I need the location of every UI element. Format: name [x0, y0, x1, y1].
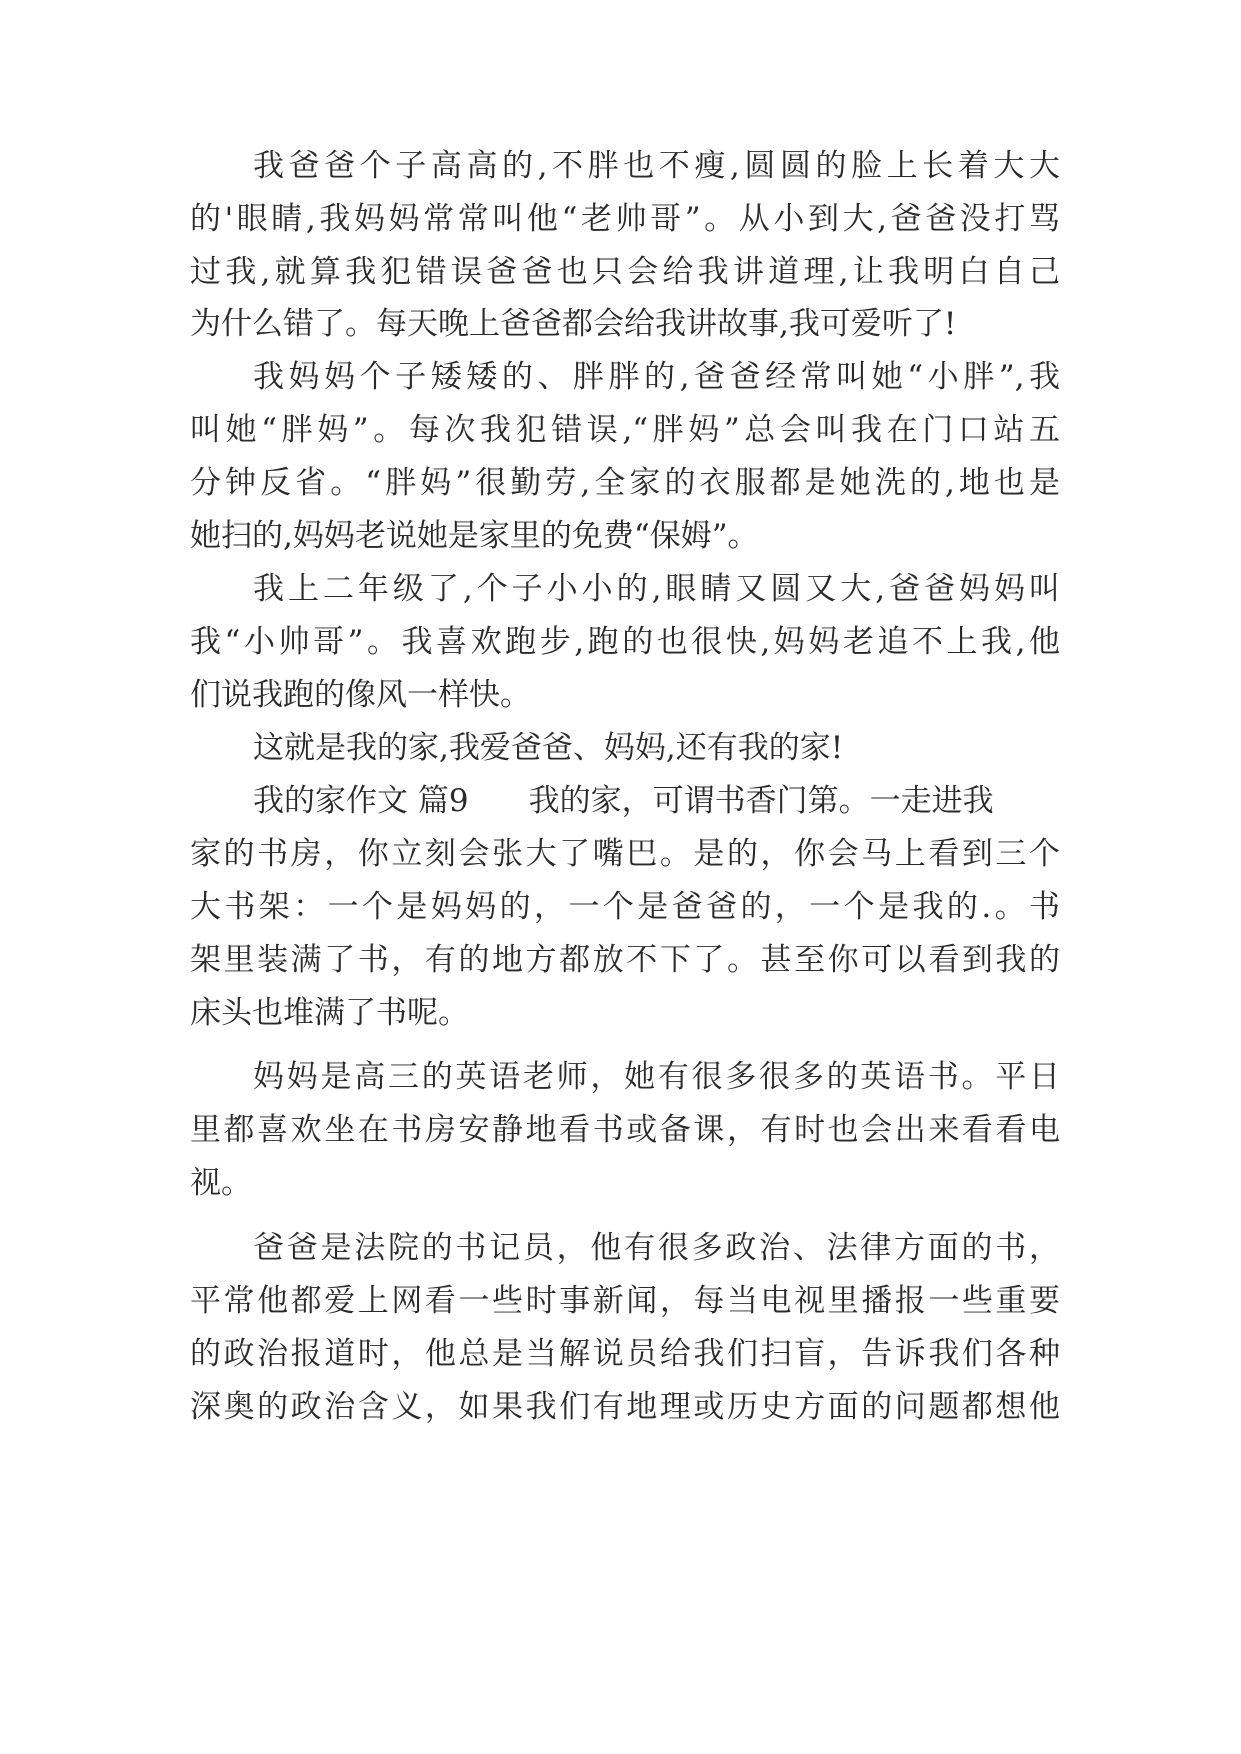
paragraph-line: 分钟反省。“胖妈”很勤劳,全家的衣服都是她洗的,地也是 — [190, 465, 1060, 501]
paragraph-line: 的'眼睛,我妈妈常常叫他“老帅哥”。从小到大,爸爸没打骂 — [190, 201, 1060, 237]
paragraph-line: 家的书房，你立刻会张大了嘴巴。是的，你会马上看到三个 — [190, 836, 1060, 872]
paragraph-line: 的政治报道时，他总是当解说员给我们扫盲，告诉我们各种 — [190, 1336, 1060, 1372]
section-heading: 我的家作文 篇9 — [253, 783, 469, 819]
paragraph-line: 里都喜欢坐在书房安静地看书或备课，有时也会出来看看电 — [190, 1112, 1060, 1148]
paragraph-line: 视。 — [190, 1165, 252, 1201]
section-heading-line — [253, 777, 1060, 825]
paragraph-line: 我上二年级了,个子小小的,眼睛又圆又大,爸爸妈妈叫 — [253, 571, 1060, 607]
paragraph-line: 这就是我的家,我爱爸爸、妈妈,还有我的家! — [253, 730, 844, 766]
paragraph-line: 她扫的,妈妈老说她是家里的免费“保姆”。 — [190, 518, 759, 554]
paragraph-line: 为什么错了。每天晚上爸爸都会给我讲故事,我可爱听了! — [190, 306, 957, 342]
paragraph-line: 床头也堆满了书呢。 — [190, 995, 469, 1031]
paragraph-line: 我爸爸个子高高的,不胖也不瘦,圆圆的脸上长着大大 — [253, 148, 1060, 184]
paragraph-line-rest: 我的家，可谓书香门第。一走进我 — [528, 783, 994, 819]
paragraph-line: 叫她“胖妈”。每次我犯错误,“胖妈”总会叫我在门口站五 — [190, 412, 1060, 448]
paragraph-line: 大书架：一个是妈妈的，一个是爸爸的，一个是我的.。书 — [190, 889, 1060, 925]
paragraph-line: 我妈妈个子矮矮的、胖胖的,爸爸经常叫她“小胖”,我 — [253, 359, 1060, 395]
paragraph-line: 深奥的政治含义，如果我们有地理或历史方面的问题都想他 — [190, 1389, 1060, 1425]
paragraph-line: 爸爸是法院的书记员，他有很多政治、法律方面的书， — [253, 1230, 1060, 1266]
paragraph-line: 们说我跑的像风一样快。 — [190, 677, 531, 713]
paragraph-line: 过我,就算我犯错误爸爸也只会给我讲道理,让我明白自己 — [190, 254, 1060, 290]
paragraph-line: 平常他都爱上网看一些时事新闻，每当电视里播报一些重要 — [190, 1283, 1060, 1319]
paragraph-line: 妈妈是高三的英语老师，她有很多很多的英语书。平日 — [253, 1059, 1060, 1095]
paragraph-line: 架里装满了书，有的地方都放不下了。甚至你可以看到我的 — [190, 942, 1060, 978]
paragraph-line: 我“小帅哥”。我喜欢跑步,跑的也很快,妈妈老追不上我,他 — [190, 624, 1060, 660]
